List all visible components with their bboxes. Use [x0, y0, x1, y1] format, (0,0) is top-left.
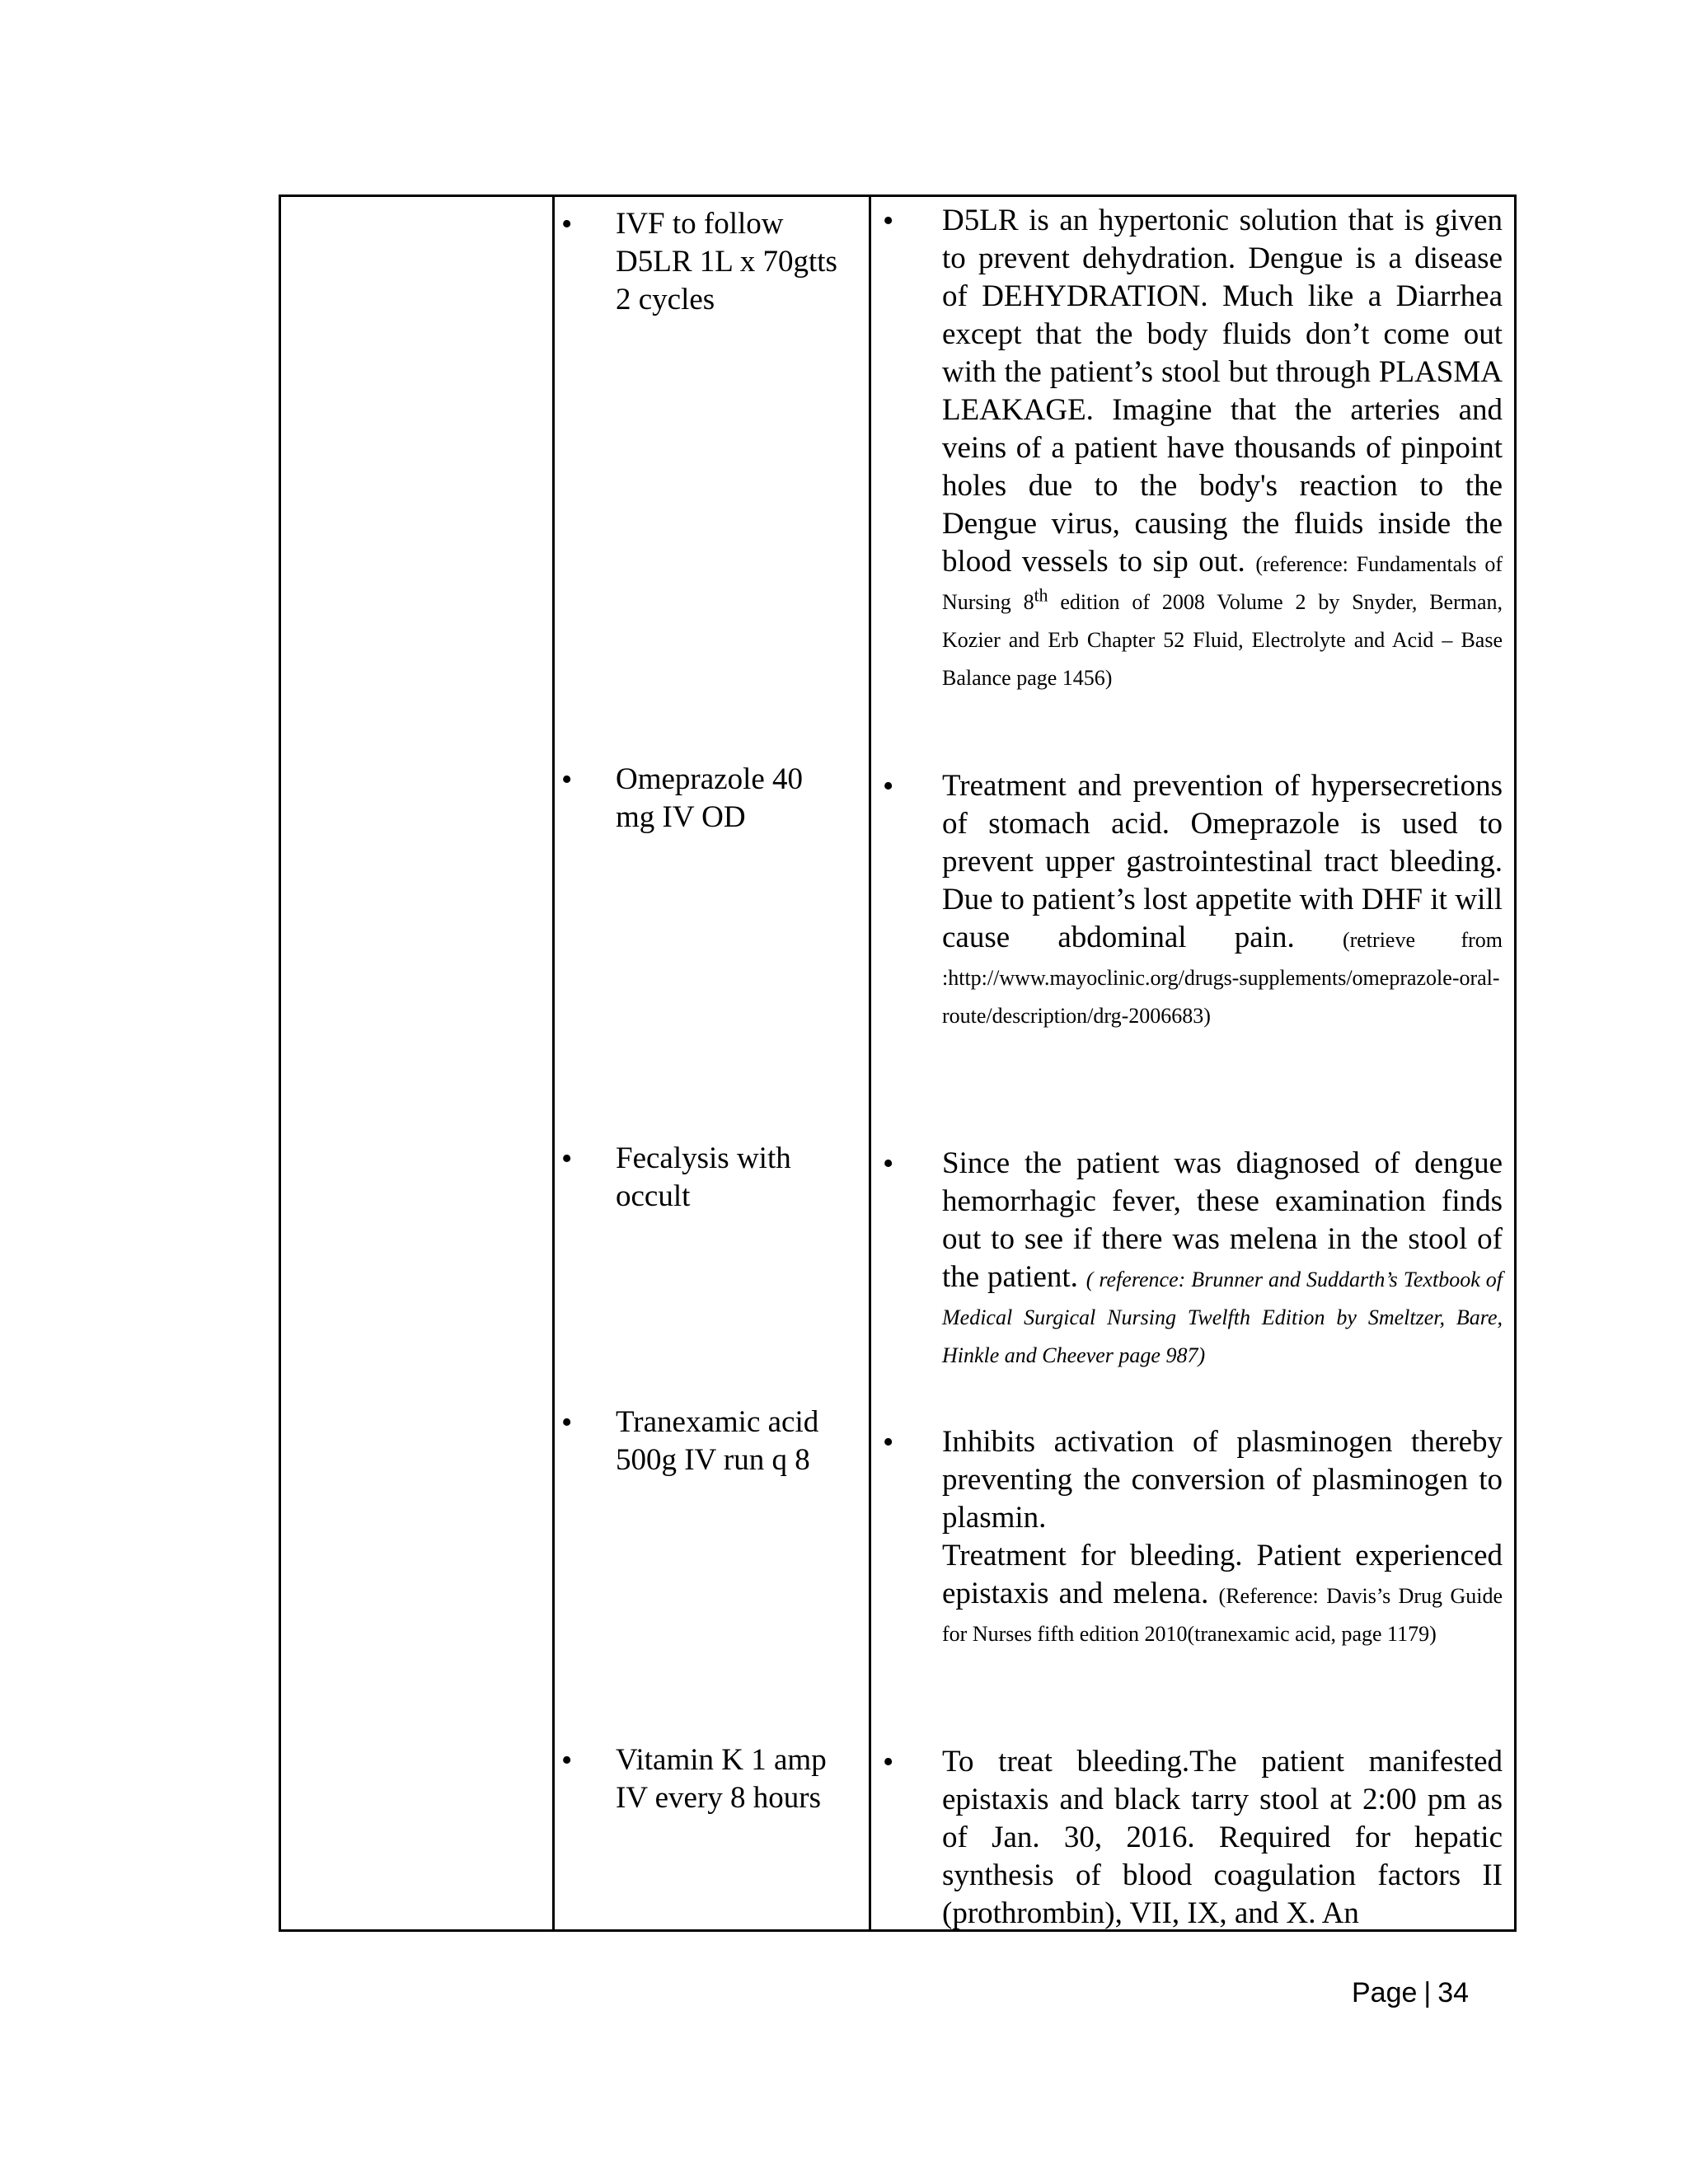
page-footer: [1352, 1976, 1469, 2009]
bullet-icon: •: [561, 207, 573, 241]
rationale-text: [942, 1145, 1503, 1372]
rationale-text: [942, 767, 1503, 1033]
page-separator: |: [1423, 1977, 1432, 2008]
rationale-body: Since the patient was diagnosed of dengue hemorrhagic fever, these examination finds out to see if there was melena in the stool of the patient.: [942, 1146, 1503, 1294]
bullet-icon: •: [883, 204, 894, 238]
bullet-icon: •: [561, 762, 573, 797]
order-cell: [561, 1404, 858, 1479]
reference-text: ( reference: Brunner and Suddarth’s Textbook of Medical Surgical Nursing Twelfth Edition by Smeltzer, Bare, Hinkle and Cheever page 987): [942, 1268, 1503, 1367]
bullet-icon: •: [883, 1146, 894, 1181]
order-text: Vitamin K 1 amp IV every 8 hours: [616, 1743, 827, 1815]
medication-table: [279, 194, 1517, 1932]
rationale-body: Inhibits activation of plasminogen thereby preventing the conversion of plasminogen to plasmin.: [942, 1425, 1503, 1535]
order-text: Tranexamic acid 500g IV run q 8: [616, 1405, 819, 1477]
column-divider: [552, 197, 555, 1929]
bullet-icon: •: [561, 1743, 573, 1778]
rationale-cell: [883, 1423, 1503, 1651]
column-divider: [869, 197, 871, 1929]
rationale-body: Treatment and prevention of hypersecretions of stomach acid. Omeprazole is used to prevent upper gastrointestinal tract bleeding. Due to patient’s lost appetite with DHF it will cause abdominal pain.: [942, 769, 1503, 954]
bullet-icon: •: [561, 1405, 573, 1440]
rationale-body-continued: Treatment for bleeding. Patient experienced epistaxis and melena.: [942, 1539, 1503, 1610]
order-text: IVF to follow D5LR 1L x 70gtts 2 cycles: [616, 207, 837, 316]
reference-text: (retrieve from :http://www.mayoclinic.org/drugs-supplements/omeprazole-oral-route/description/drg-2006683): [942, 928, 1503, 1028]
order-cell: [561, 1140, 858, 1216]
reference-text: (Reference: Davis’s Drug Guide for Nurses fifth edition 2010(tranexamic acid, page 1179): [942, 1584, 1503, 1646]
page-label: Page: [1352, 1977, 1418, 2008]
rationale-cell: [883, 1145, 1503, 1372]
bullet-icon: •: [561, 1141, 573, 1176]
rationale-cell: [883, 202, 1503, 695]
rationale-text: [942, 202, 1503, 695]
order-text: Omeprazole 40 mg IV OD: [616, 762, 804, 834]
rationale-cell: [883, 1743, 1503, 1933]
rationale-text: [942, 1423, 1503, 1651]
order-cell: [561, 761, 858, 837]
page-number: 34: [1437, 1977, 1470, 2008]
rationale-text: [942, 1743, 1503, 1933]
bullet-icon: •: [883, 1745, 894, 1779]
bullet-icon: •: [883, 769, 894, 804]
rationale-cell: [883, 767, 1503, 1033]
reference-text: (reference: Fundamentals of Nursing 8th edition of 2008 Volume 2 by Snyder, Berman, Kozier and Erb Chapter 52 Fluid, Electrolyte and Acid – Base Balance page 1456): [942, 552, 1503, 690]
order-cell: [561, 205, 858, 319]
bullet-icon: •: [883, 1425, 894, 1460]
rationale-body: To treat bleeding.The patient manifested epistaxis and black tarry stool at 2:00 pm as of Jan. 30, 2016. Required for hepatic synthesis of blood coagulation factors II (prothrombin), VII, IX, and X. An: [942, 1745, 1503, 1930]
rationale-body: D5LR is an hypertonic solution that is given to prevent dehydration. Dengue is a disease of DEHYDRATION. Much like a Diarrhea except that the body fluids don’t come out with the patient’s stool but through PLASMA LEAKAGE. Imagine that the arteries and veins of a patient have thousands of pinpoint holes due to the body's reaction to the Dengue virus, causing the fluids inside the blood vessels to sip out.: [942, 204, 1503, 579]
order-cell: [561, 1741, 858, 1817]
order-text: Fecalysis with occult: [616, 1141, 791, 1213]
